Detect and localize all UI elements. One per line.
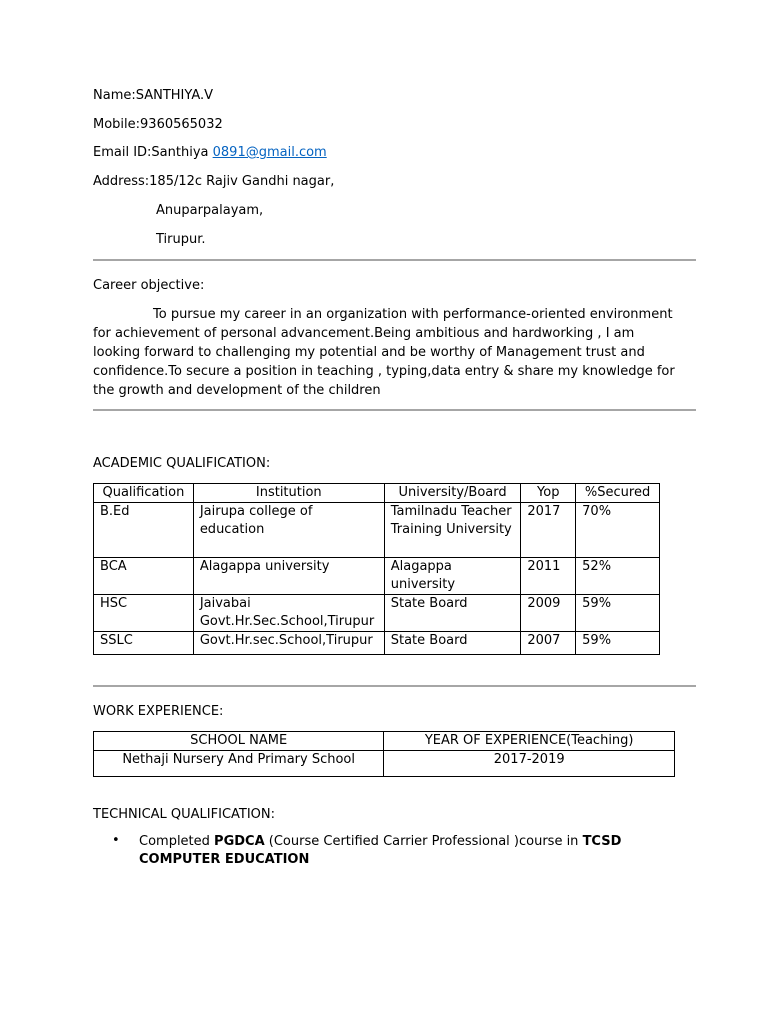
cell-institution: Govt.Hr.sec.School,Tirupur [193,632,384,655]
cell-secured: 59% [576,595,660,632]
header-institution: Institution [193,484,384,503]
header-university: University/Board [384,484,521,503]
cell-yop: 2007 [521,632,576,655]
cell-secured: 52% [576,558,660,595]
cell-institution: Jaivabai Govt.Hr.Sec.School,Tirupur [193,595,384,632]
address-line-3: Tirupur. [156,232,206,247]
cell-university: State Board [384,595,521,632]
address-line-2: Anuparpalayam, [156,203,264,218]
divider-1 [93,259,696,261]
cell-institution: Jairupa college of education [193,503,384,558]
career-heading: Career objective: [93,278,205,293]
header-secured: %Secured [576,484,660,503]
table-row [94,503,660,558]
table-row [94,751,675,777]
email-line [93,145,327,160]
career-text: To pursue my career in an organization with performance-oriented environment for achievement of personal advancement.Being ambitious and hardworking , I am looking forward to challenging my potential and be worthy of Management trust and confidence.To secure a position in teaching , typing,data entry & share my knowledge for the growth and development of the children [93,307,675,398]
academic-header-row [94,484,660,503]
course-name: PGDCA [214,834,265,849]
cell-qualification: B.Ed [94,503,194,558]
work-table [93,731,675,777]
header-year-of-experience: YEAR OF EXPERIENCE(Teaching) [384,732,675,751]
table-row [94,595,660,632]
cell-qualification: HSC [94,595,194,632]
table-row [94,558,660,595]
divider-2 [93,409,696,411]
bullet-icon: • [112,833,120,848]
cell-years: 2017-2019 [384,751,675,777]
item-middle: (Course Certified Carrier Professional )course in [264,834,583,849]
academic-table [93,483,660,655]
cell-qualification: SSLC [94,632,194,655]
divider-3 [93,685,696,687]
address-line-1: Address:185/12c Rajiv Gandhi nagar, [93,174,335,189]
cell-university: State Board [384,632,521,655]
cell-school-name: Nethaji Nursery And Primary School [94,751,384,777]
technical-heading: TECHNICAL QUALIFICATION: [93,807,276,822]
mobile-line: Mobile:9360565032 [93,117,223,132]
name-line: Name:SANTHIYA.V [93,88,214,103]
cell-yop: 2017 [521,503,576,558]
cell-qualification: BCA [94,558,194,595]
cell-secured: 59% [576,632,660,655]
header-yop: Yop [521,484,576,503]
career-objective-text [93,305,683,400]
cell-yop: 2009 [521,595,576,632]
academic-heading: ACADEMIC QUALIFICATION: [93,456,271,471]
cell-yop: 2011 [521,558,576,595]
header-qualification: Qualification [94,484,194,503]
institute-name: TCSD COMPUTER EDUCATION [139,834,622,867]
cell-secured: 70% [576,503,660,558]
work-header-row [94,732,675,751]
cell-university: Alagappa university [384,558,521,595]
list-item [139,833,629,869]
email-label: Email ID:Santhiya [93,145,213,160]
table-row [94,632,660,655]
cell-institution: Alagappa university [193,558,384,595]
cell-university: Tamilnadu Teacher Training University [384,503,521,558]
item-prefix: Completed [139,834,215,849]
email-link[interactable]: 0891@gmail.com [212,145,327,160]
header-school-name: SCHOOL NAME [94,732,384,751]
work-heading: WORK EXPERIENCE: [93,704,224,719]
